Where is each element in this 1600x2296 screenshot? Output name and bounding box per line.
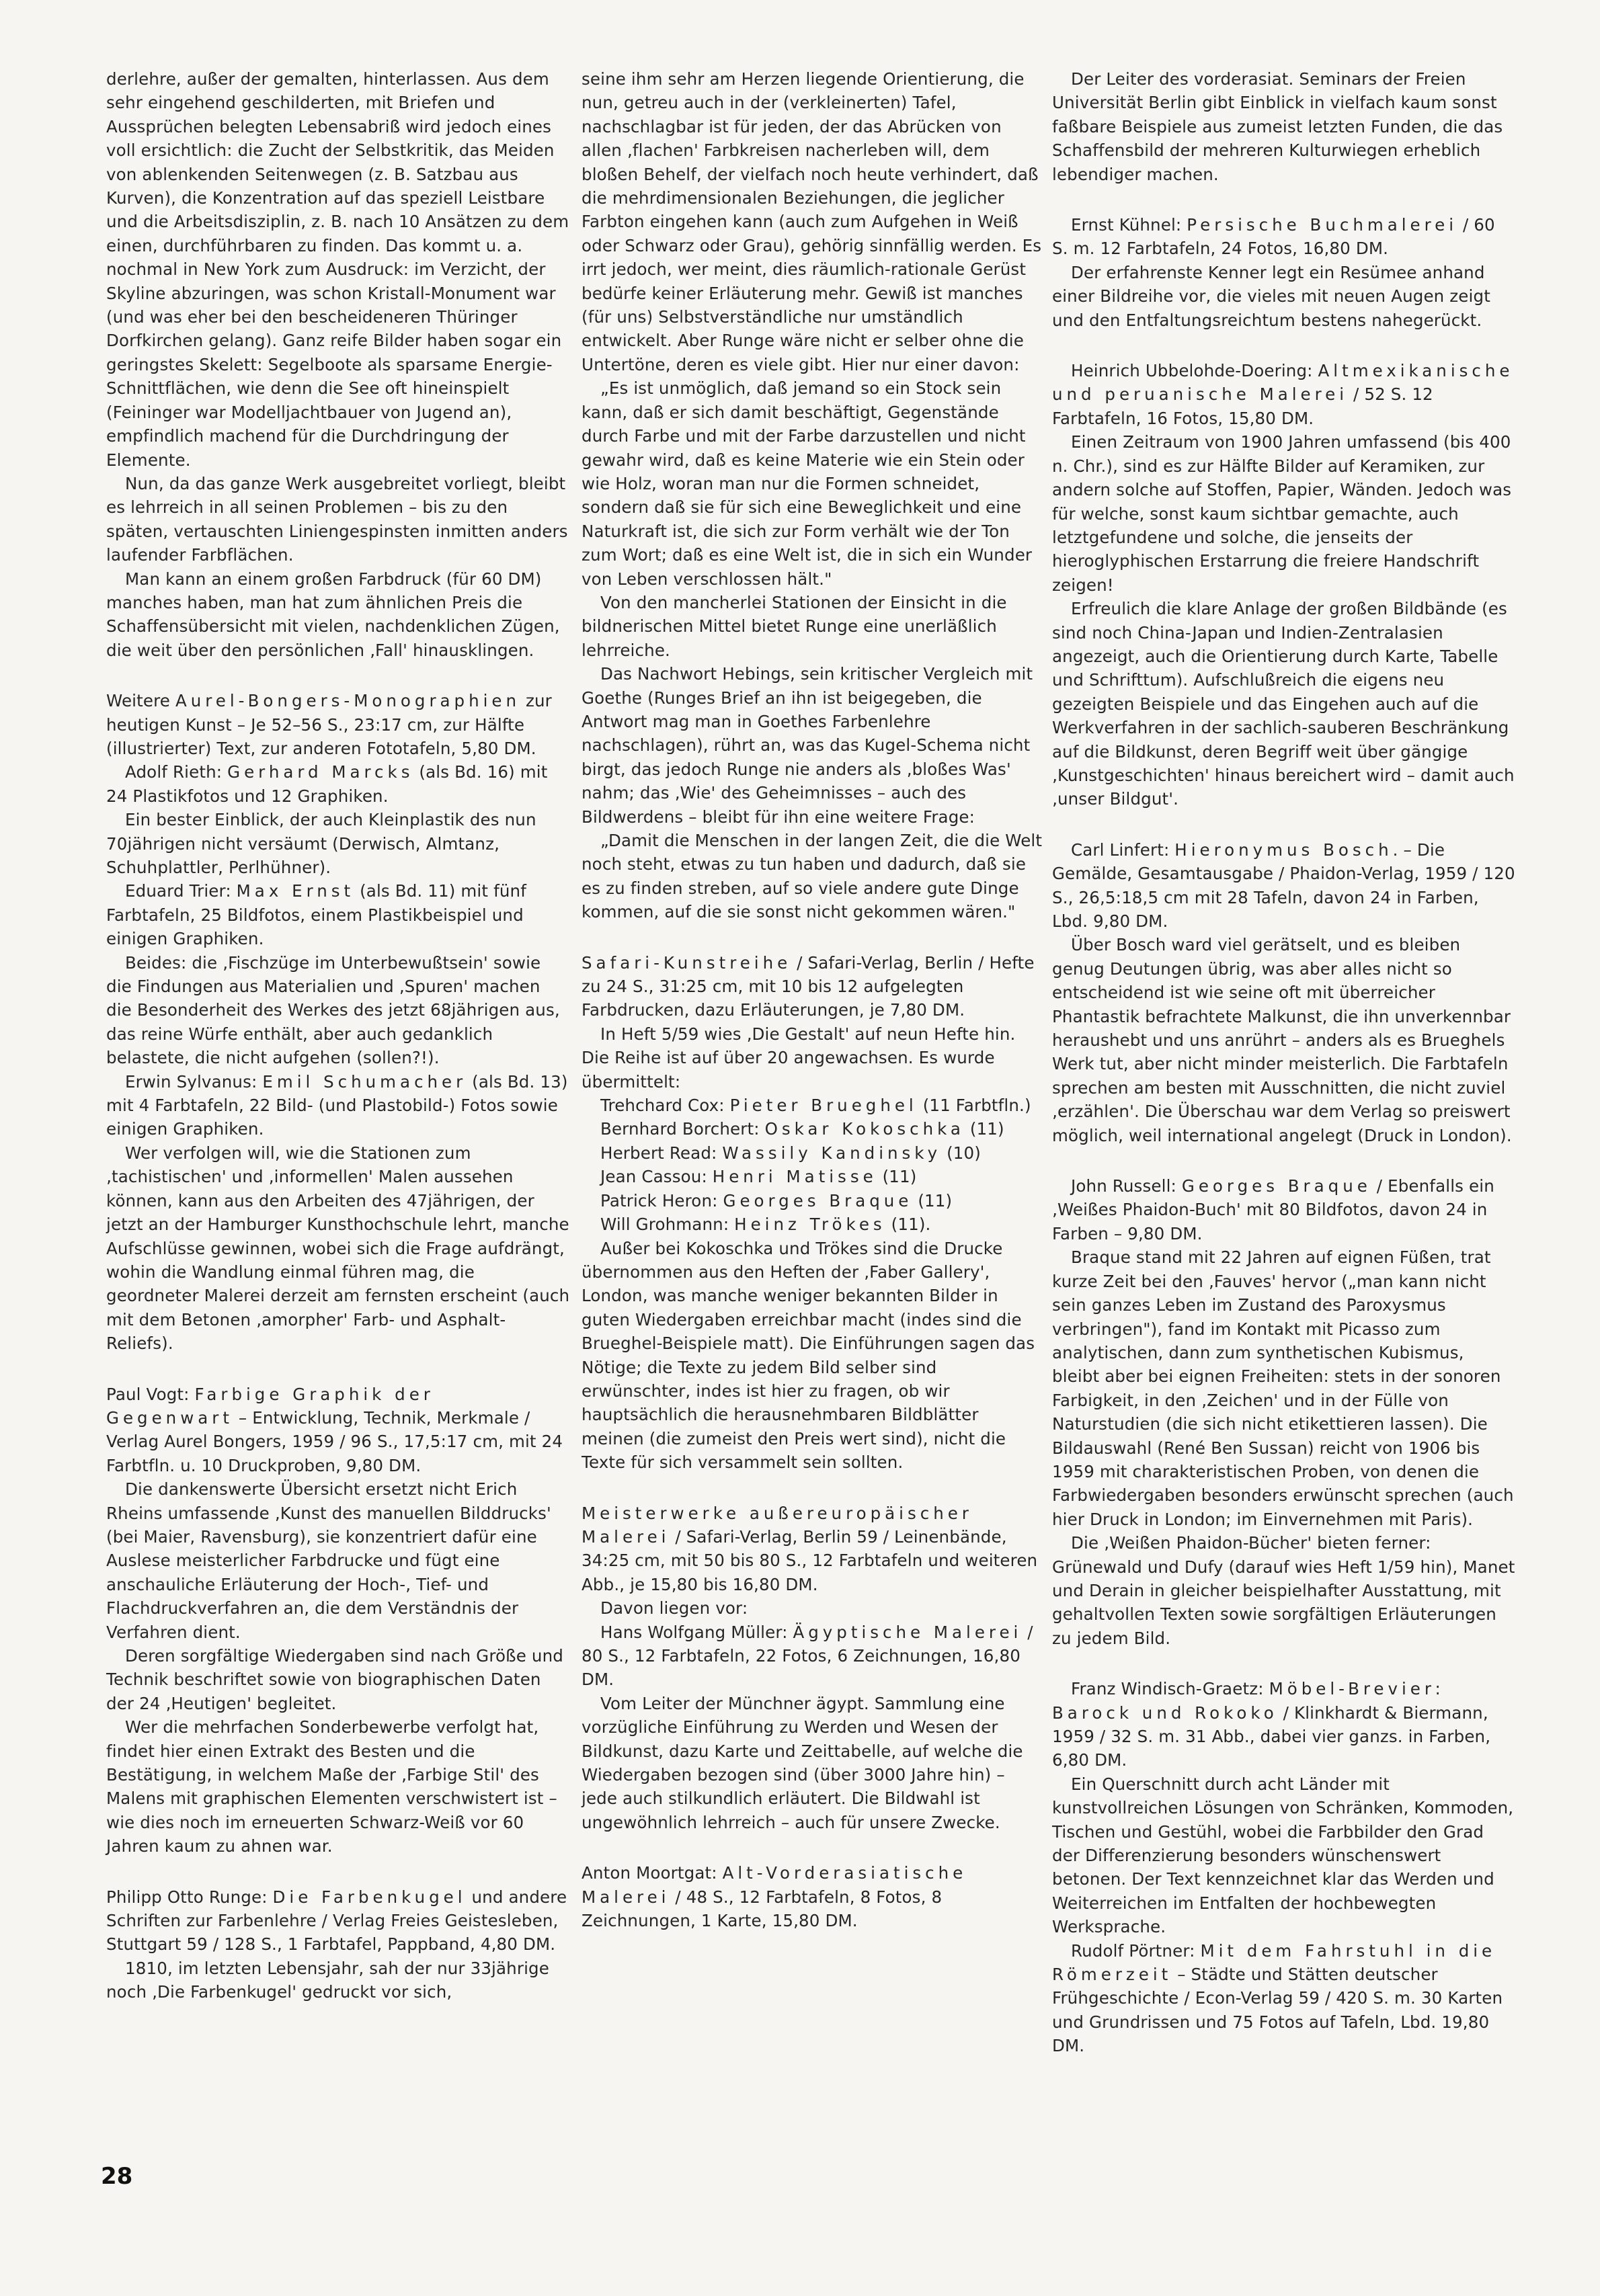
book-title: Alt-Vorderasiatische Malerei [582,1863,967,1907]
paragraph [1052,933,1516,1147]
author-name: Paul Vogt: [106,1384,195,1404]
paragraph [106,760,570,808]
paragraph [106,567,570,663]
author-name: Bernhard Borchert: [600,1119,765,1139]
book-title: Farbige Graphik der Gegenwart [106,1384,434,1428]
author-name: Jean Cassou: [600,1167,713,1187]
author-name: Franz Windisch-Graetz: [1071,1679,1269,1699]
paragraph [582,1861,1045,1932]
author-name: Herbert Read: [600,1143,723,1163]
book-title: Max Ernst [236,881,355,901]
book-title: Meisterwerke außereuropäischer Malerei [582,1503,973,1547]
book-title: Wassily Kandinsky [722,1143,942,1163]
paragraph [582,1141,1045,1165]
paragraph [106,1715,570,1858]
paragraph [106,808,570,879]
paragraph-text: Davon liegen vor: [600,1598,748,1618]
paragraph [106,1070,570,1141]
author-name: Anton Moortgat: [582,1863,723,1883]
author-name: John Russell: [1071,1176,1182,1196]
book-title: Hieronymus Bosch [1174,839,1393,860]
paragraph-text: Ein bester Einblick, der auch Kleinplastik des nun 70jährigen nicht versäumt (Derwisch, Almtanz, Schuhplattler, Perlhühner). [106,810,536,877]
paragraph-text: Wer verfolgen will, wie die Stationen zum ‚tachistischen' und ‚informellen' Malen aussehen können, kann aus den Arbeiten des 47jährigen, der jetzt an der Hamburger Kunsthochschule lehrt, manche Aufschlüsse gewinnen, wobei sich die Frage aufdrängt, wohin die Wandlung einmal führen mag, die geordneter Malerei derzeit am fernsten erscheint (auch mit dem Betonen ‚amorpher' Farb- und Asphalt-Reliefs). [106,1143,570,1354]
paragraph-text: (als Bd. 16) mit 24 Plastikfotos und 12 Graphiken. [106,762,548,806]
paragraph [106,1885,570,1957]
paragraph-text: „Damit die Menschen in der langen Zeit, die die Welt noch steht, etwas zu tun haben und dadurch, daß sie es zu finden streben, auf so viele andere gute Dinge kommen, auf die sie sonst nicht gekommen wären." [582,831,1043,922]
paragraph [106,1644,570,1715]
paragraph-text: Außer bei Kokoschka und Trökes sind die Drucke übernommen aus den Heften der ‚Faber Gallery', London, was manche weniger bekannten Bilder in guten Wiedergaben erreichbar macht (indes sind die Brueghel-Beispiele matt). Die Einführungen sagen das Nötige; die Texte zu jedem Bild selber sind erwünschter, indes ist hier zu fragen, ob wir hauptsächlich die herausnehmbaren Bildblätter meinen (die zumeist den Preis wert sind), nicht die Texte für sich versammelt sein sollten. [582,1238,1035,1473]
paragraph [106,67,570,472]
paragraph-text: / 60 S. m. 12 Farbtafeln, 24 Fotos, 16,80 DM. [1052,215,1495,259]
book-title: Aurel-Bongers-Monographien [175,691,521,711]
paragraph [1052,1531,1516,1650]
paragraph [1052,213,1516,261]
paragraph [106,951,570,1070]
paragraph [582,1621,1045,1692]
paragraph-text: (11). [885,1215,931,1235]
paragraph [1052,1174,1516,1245]
paragraph-text: (11) [964,1119,1004,1139]
paragraph-text: / Klinkhardt & Biermann, 1959 / 32 S. m. 31 Abb., dabei vier ganzs. in Farben, 6,80 DM. [1052,1703,1491,1770]
author-name: Heinrich Ubbelohde-Doering: [1071,361,1318,381]
paragraph-text: (11) [877,1167,917,1187]
book-title: Persische Buchmalerei [1187,215,1458,235]
middle-column [582,67,1045,1932]
paragraph-text: Deren sorgfältige Wiedergaben sind nach Größe und Technik beschriftet sowie von biographischen Daten der 24 ‚Heutigen' begleitet. [106,1646,563,1713]
author-name: Patrick Heron: [600,1190,723,1211]
paragraph [1052,597,1516,811]
paragraph-text: Die dankenswerte Übersicht ersetzt nicht Erich Rheins umfassende ‚Kunst des manuellen Bilddrucks' (bei Maier, Ravensburg), sie konzentriert dafür eine Auslese meisterlicher Farbdrucke und fügt eine anschauliche Erläuterung der Hoch-, Tief- und Flachdruckverfahren an, die dem Verständnis der Verfahren dient. [106,1479,551,1642]
paragraph-text: Beides: die ‚Fischzüge im Unterbewußtsein' sowie die Findungen aus Materialien und ‚Spuren' machen die Besonderheit des Werkes des jetzt 68jährigen aus, das reine Würfe enthält, aber auch gedanklich belastete, die nicht aufgehen (sollen?!). [106,952,560,1068]
paragraph-text: Vom Leiter der Münchner ägypt. Sammlung eine vorzügliche Einführung zu Werden und Wesen der Bildkunst, dazu Karte und Zeittabelle, auf welche die Wiedergaben bezogen sind (über 3000 Jahre hin) – jede auch stilkundlich erläutert. Die Bildwahl ist ungewöhnlich lehrreich – auch für unsere Zwecke. [582,1693,1023,1832]
paragraph-text: „Es ist unmöglich, daß jemand so ein Stock sein kann, daß er sich damit beschäftigt, Gegenstände durch Farbe und mit der Farbe darzustellen und nicht gewahr wird, daß es keine Materie wie ein Stein oder wie Holz, woran man nur die Formen schneidet, sondern daß sie für sich eine Beweglichkeit und eine Naturkraft ist, die sich zur Form verhält wie der Ton zum Wort; daß es eine Welt ist, die in sich ein Wunder von Leben verschlossen hält." [582,378,1033,589]
paragraph [106,1477,570,1644]
paragraph-text: Die ‚Weißen Phaidon-Bücher' bieten ferner: Grünewald und Dufy (darauf wies Heft 1/59 hin), Manet und Derain in gleicher beispielhafter Ausstattung, mit gehaltvollen Texten sowie sorgfältigen Erläuterungen zu jedem Bild. [1052,1533,1515,1648]
paragraph-text: Wer die mehrfachen Sonderbewerbe verfolgt hat, findet hier einen Extrakt des Besten und die Bestätigung, in welchem Maße der ‚Farbige Stil' des Malens mit graphischen Elementen verschwistert ist – wie dies noch im erneuerten Schwarz-Weiß vor 60 Jahren kaum zu ahnen war. [106,1717,557,1856]
paragraph-text: In Heft 5/59 wies ‚Die Gestalt' auf neun Hefte hin. Die Reihe ist auf über 20 angewachsen. Es wurde übermittelt: [582,1024,1016,1092]
book-title: Ägyptische Malerei [793,1622,1023,1642]
book-title: Pieter Brueghel [729,1096,918,1116]
author-name: Ernst Kühnel: [1071,215,1187,235]
paragraph [106,472,570,567]
paragraph [106,1383,570,1478]
paragraph [1052,1939,1516,2058]
book-title: Mit dem Fahrstuhl in die Römerzeit [1052,1940,1496,1985]
paragraph-text: Man kann an einem großen Farbdruck (für 60 DM) manches haben, man hat zum ähnlichen Preis die Schaffensübersicht mit vielen, nachdenklichen Zügen, die weit über den persönlichen ‚Fall' hinausklingen. [106,569,560,660]
paragraph [582,1596,1045,1620]
book-title: Altmexikanische und peruanische Malerei [1052,361,1514,405]
paragraph [582,1692,1045,1834]
book-title: Möbel-Brevier: Barock und Rokoko [1052,1679,1445,1723]
author-name: Eduard Trier: [125,881,237,901]
paragraph-text: / Ebenfalls ein ‚Weißes Phaidon-Buch' mit 80 Bildfotos, davon 24 in Farben – 9,80 DM. [1052,1176,1494,1243]
book-title: Emil Schumacher [262,1071,467,1092]
paragraph [106,1141,570,1356]
paragraph [582,1237,1045,1475]
paragraph-text: Ein Querschnitt durch acht Länder mit kunstvollreichen Lösungen von Schränken, Kommoden, Tischen und Gestühl, wobei die Farbbilder den Grad der Differenzierung besonders wünschenswert betonen. Der Text kennzeichnet klar das Werden und Weiterreichen im Entfalten der hochbewegten Werksprache. [1052,1774,1514,1937]
paragraph-text: (als Bd. 13) mit 4 Farbtafeln, 22 Bild- (und Plastobild-) Fotos sowie einigen Graphiken. [106,1071,568,1139]
author-name: Erwin Sylvanus: [125,1071,263,1092]
paragraph-text: Erfreulich die klare Anlage der großen Bildbände (es sind noch China-Japan und Indien-Zentralasien angezeigt, auch die Orientierung durch Karte, Tabelle und Schrifttum). Aufschlußreich die eigens neu gezeigten Beispiele und das Eingehen auch auf die Werkverfahren in der sachlich-sauberen Beschränkung auf die Bildkunst, deren Begriff weit über gängige ‚Kunstgeschichten' hinaus bereichert wird – damit auch ‚unser Bildgut'. [1052,599,1515,809]
paragraph [582,1022,1045,1094]
paragraph [1052,67,1516,186]
paragraph-text: – Städte und Stätten deutscher Frühgeschichte / Econ-Verlag 59 / 420 S. m. 30 Karten und Grundrissen und 75 Fotos auf Tafeln, Lbd. 19,80 DM. [1052,1965,1503,2056]
paragraph-text: Der erfahrenste Kenner legt ein Resümee anhand einer Bildreihe vor, die vieles mit neuen Augen zeigt und den Entfaltungsreichtum bestens nahegerückt. [1052,262,1490,330]
paragraph [582,1502,1045,1597]
paragraph [1052,359,1516,430]
paragraph [1052,261,1516,332]
paragraph-text: derlehre, außer der gemalten, hinterlassen. Aus dem sehr eingehend geschilderten, mit Briefen und Aussprüchen belegten Lebensabriß wird jedoch eines voll ersichtlich: die Zucht der Selbstkritik, das Meiden von ablenkenden Seitenwegen (z. B. Satzbau aus Kurven), die Konzentration auf das speziell Leistbare und die Arbeitsdisziplin, z. B. nach 10 Ansätzen zu dem einen, durchführbaren zu finden. Das kommt u. a. nochmal in New York zum Ausdruck: im Verzicht, der Skyline abzuringen, was schon Kristall-Monument war (und was eher bei den bescheideneren Thüringer Dorfkirchen gelang). Ganz reife Bilder haben sogar ein geringstes Skelett: Segelboote als sparsame Energie-Schnittflächen, wie denn die See oft hineinspielt (Feininger war Modelljachtbauer von Jugend an), empfindlich machend für die Durchdringung der Elemente. [106,69,569,470]
paragraph-text: Braque stand mit 22 Jahren auf eignen Füßen, trat kurze Zeit bei den ‚Fauves' hervor („man kann nicht sein ganzes Leben im Zustand des Paroxysmus verbringen"), fand im Kontakt mit Picasso zum analytischen, dann zum synthetischen Kubismus, bleibt aber bei eignen Freiheiten: stets in der sonoren Farbigkeit, in den ‚Zeichen' und in der Fülle von Naturstudien (die sich nicht etikettieren lassen). Die Bildauswahl (René Ben Sussan) reicht von 1906 bis 1959 mit charakteristischen Proben, von denen die Farbwiedergaben besonders erwünscht sprechen (auch hier Druck in London; im Einvernehmen mit Paris). [1052,1247,1514,1529]
paragraph-text: / Safari-Verlag, Berlin / Hefte zu 24 S., 31:25 cm, mit 10 bis 12 aufgelegten Farbdrucken, dazu Erläuterungen, je 7,80 DM. [582,952,1035,1020]
paragraph-text: Über Bosch ward viel gerätselt, und es bleiben genug Deutungen übrig, was aber alles nicht so entscheidend ist wie seine oft mit überreicher Phantastik befrachtete Malkunst, die ihn unverkennbar heraushebt und uns anrührt – anders als es Brueghels Werk tut, aber nicht minder meisterlich. Die Farbtafeln sprechen am besten mit Ausschnitten, die nicht zuviel ‚erzählen'. Die Überschau war dem Verlag so preiswert möglich, weil international angelegt (Druck in London). [1052,935,1512,1145]
paragraph-text: 1810, im letzten Lebensjahr, sah der nur 33jährige noch ‚Die Farbenkugel' gedruckt vor sich, [106,1958,549,2002]
page-number: 28 [101,2163,133,2190]
paragraph [1052,838,1516,934]
paragraph-text: Der Leiter des vorderasiat. Seminars der Freien Universität Berlin gibt Einblick in vielfach kaum sonst faßbare Beispiele aus zumeist letzten Funden, die das Schaffensbild der mehreren Kulturwiegen erheblich lebendiger machen. [1052,69,1503,184]
author-name: Weitere [106,691,175,711]
author-name: Carl Linfert: [1071,839,1175,860]
book-title: Oskar Kokoschka [764,1119,965,1139]
paragraph-text: (11) [912,1190,953,1211]
paragraph [582,829,1045,924]
paragraph-text: seine ihm sehr am Herzen liegende Orientierung, die nun, getreu auch in der (verkleinerten) Tafel, nachschlagbar ist für jeden, der das Abrücken von allen ‚flachen' Farbkreisen nacherleben will, dem bloßen Behelf, der vielfach noch heute verhindert, daß die mehrdimensionalen Beziehungen, die jeglicher Farbton eingehen kann (auch zum Aufgehen in Weiß oder Schwarz oder Grau), gehörig sinnfällig werden. Es irrt jedoch, wer meint, dies räumlich-rationale Gerüst bedürfe keiner Erläuterung mehr. Gewiß ist manches (für uns) Selbstverständliche nur umständlich entwickelt. Aber Runge wäre nicht er selber ohne die Untertöne, deren es viele gibt. Hier nur einer davon: [582,69,1042,374]
book-title: Heinz Trökes [734,1215,886,1235]
author-name: Will Grohmann: [600,1215,735,1235]
author-name: Rudolf Pörtner: [1071,1940,1201,1961]
paragraph [582,376,1045,591]
right-column [1052,67,1516,2058]
paragraph-text: . – Die Gemälde, Gesamtausgabe / Phaidon-Verlag, 1959 / 120 S., 26,5:18,5 cm mit 28 Tafeln, davon 24 in Farben, Lbd. 9,80 DM. [1052,839,1515,931]
paragraph [1052,430,1516,597]
book-title: Die Farbenkugel [272,1887,467,1907]
paragraph-text: / 48 S., 12 Farbtafeln, 8 Fotos, 8 Zeichnungen, 1 Karte, 15,80 DM. [582,1887,943,1931]
paragraph [582,67,1045,376]
author-name: Adolf Rieth: [125,762,228,782]
paragraph [582,951,1045,1022]
paragraph [1052,1245,1516,1531]
paragraph [106,879,570,950]
author-name: Trehchard Cox: [600,1096,730,1116]
paragraph-text: (11 Farbtfln.) [917,1096,1031,1116]
paragraph [582,1094,1045,1117]
paragraph-text: und andere Schriften zur Farbenlehre / Verlag Freies Geistesleben, Stuttgart 59 / 128 S., 1 Farbtafel, Pappband, 4,80 DM. [106,1887,567,1955]
book-title: Henri Matisse [712,1167,877,1187]
paragraph-text: / Safari-Verlag, Berlin 59 / Leinenbände, 34:25 cm, mit 50 bis 80 S., 12 Farbtafeln und weiteren Abb., je 15,80 bis 16,80 DM. [582,1526,1038,1594]
book-title: Georges Braque [723,1190,913,1211]
paragraph-text: zur heutigen Kunst – Je 52–56 S., 23:17 cm, zur Hälfte (illustrierter) Text, zur anderen Fototafeln, 5,80 DM. [106,691,552,758]
paragraph-text: / 80 S., 12 Farbtafeln, 22 Fotos, 6 Zeichnungen, 16,80 DM. [582,1622,1033,1690]
paragraph [582,1165,1045,1188]
book-title: Gerhard Marcks [227,762,414,782]
paragraph-text: (10) [941,1143,981,1163]
paragraph [106,689,570,760]
paragraph-text: Das Nachwort Hebings, sein kritischer Vergleich mit Goethe (Runges Brief an ihn ist beigegeben, die Antwort mag man in Goethes Farbenlehre nachschlagen), rührt an, was das Kugel-Schema nicht birgt, das jedoch Runge nie anders als ‚bloßes Was' nahm; das ‚Wie' des Geheimnisses – auch des Bildwerdens – bleibt für ihn eine weitere Frage: [582,664,1033,827]
left-column [106,67,570,2004]
paragraph-text: / 52 S. 12 Farbtafeln, 16 Fotos, 15,80 DM. [1052,384,1433,428]
paragraph-text: Nun, da das ganze Werk ausgebreitet vorliegt, bleibt es lehrreich in all seinen Problemen – bis zu den späten, vertauschten Liniengespinsten inmitten anders laufender Farbflächen. [106,473,568,565]
paragraph [582,662,1045,829]
book-title: Safari-Kunstreihe [582,952,792,973]
paragraph [106,1957,570,2004]
paragraph [1052,1677,1516,1772]
author-name: Philipp Otto Runge: [106,1887,273,1907]
paragraph-text: Einen Zeitraum von 1900 Jahren umfassend (bis 400 n. Chr.), sind es zur Hälfte Bilder auf Keramiken, zur andern solche auf Stoffen, Papier, Wänden. Jedoch was für welche, sonst kaum sichtbar gemachte, auch letztgefundene und solche, die jenseits der hieroglyphischen Erstarrung die freiere Handschrift zeigen! [1052,432,1512,595]
paragraph-text: – Entwicklung, Technik, Merkmale / Verlag Aurel Bongers, 1959 / 96 S., 17,5:17 cm, mit 24 Farbtfln. u. 10 Druckproben, 9,80 DM. [106,1407,563,1475]
paragraph [582,591,1045,662]
paragraph [582,1213,1045,1236]
paragraph-text: Von den mancherlei Stationen der Einsicht in die bildnerischen Mittel bietet Runge eine unerläßlich lehrreiche. [582,592,1007,660]
paragraph [1052,1772,1516,1939]
paragraph [582,1189,1045,1213]
paragraph [582,1117,1045,1141]
author-name: Hans Wolfgang Müller: [600,1622,793,1642]
paragraph-text: (als Bd. 11) mit fünf Farbtafeln, 25 Bildfotos, einem Plastikbeispiel und einigen Graphiken. [106,881,526,949]
book-title: Georges Braque [1181,1176,1371,1196]
